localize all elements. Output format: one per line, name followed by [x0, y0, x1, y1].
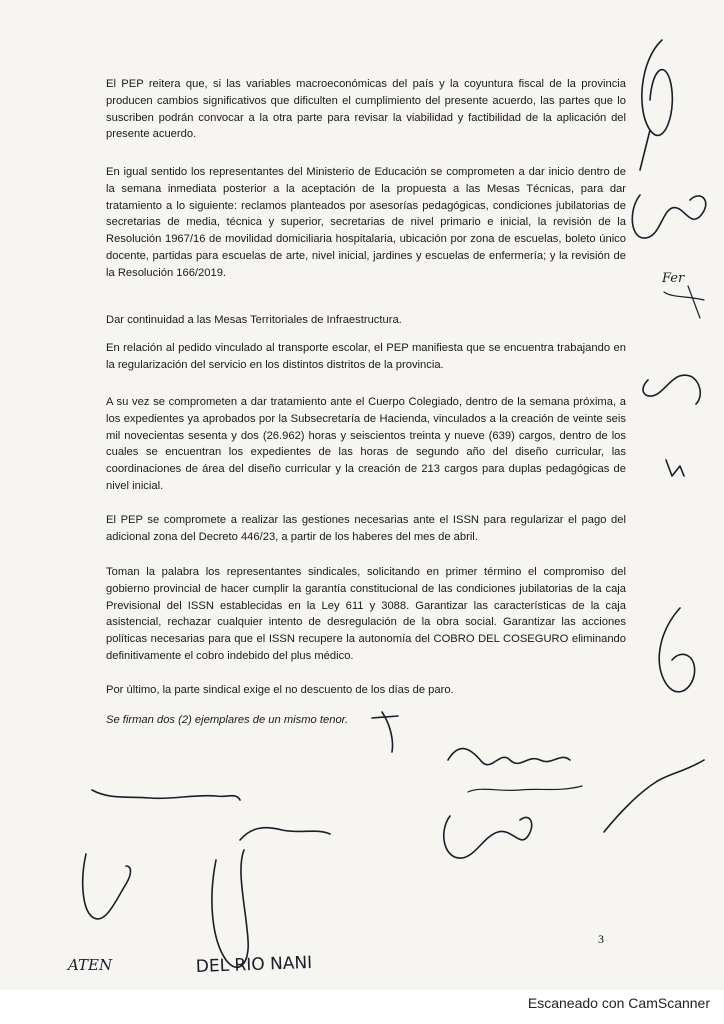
signature-scribble-h: [83, 854, 131, 919]
paragraph-infraestructura: Dar continuidad a las Mesas Territoriales de Infraestructura.: [106, 314, 402, 326]
margin-signature-4: [643, 375, 700, 404]
signature-bottom-text: DEL RIO NANI: [195, 952, 313, 977]
paragraph-adicional-zona: El PEP se compromete a realizar las gestiones necesarias ante el ISSN para regularizar el pago del adicional zona del Decreto 446/23, a partir de los haberes del mes de abril.: [106, 514, 626, 543]
page-number: 3: [598, 932, 604, 946]
paragraph-cuerpo-colegiado: A su vez se comprometen a dar tratamiento ante el Cuerpo Colegiado, dentro de la semana próxima, a los expedientes ya aprobados por la Subsecretaría de Hacienda, vinculados a la creación de veinte seis mil novecientas sesenta y dos (26.962) horas y seiscientos treinta y nueve (639) cargos, dentro de los cuales se encuentran los expedientes de las horas de segundo año del diseño curricular, las coordinaciones de área del diseño curricular y la creación de 213 cargos para duplas pedagógicas de nivel inicial.: [106, 396, 626, 492]
signature-left-text: ATEN: [68, 956, 113, 974]
paragraph-representantes-sindicales: Toman la palabra los representantes sindicales, solicitando en primer término el compromiso del gobierno provincial de hacer cumplir la garantía constitucional de las condiciones jubilatorias de la caja Previsional del ISSN establecidas en la Ley 611 y 3088. Garantizar las características de la caja asistencial, rechazar cualquier intento de desregulación de la obra social. Garantizar las acciones políticas necesarias para que el ISSN recupere la autonomía del COBRO DEL COSEGURO eliminando definitivamente el cobro indebido del plus médico.: [106, 566, 626, 662]
margin-handwritten-note: Fer: [662, 271, 685, 286]
margin-signature-1: [640, 40, 672, 170]
paragraph-transporte-escolar: En relación al pedido vinculado al transporte escolar, el PEP manifiesta que se encuentra trabajando en la regularización del servicio en los distintos distritos de la provincia.: [106, 342, 626, 371]
signature-scribble-c: [468, 786, 582, 792]
signature-scribble-e: [240, 828, 330, 840]
margin-signature-7: [604, 760, 704, 832]
paragraph-mesas-tecnicas: En igual sentido los representantes del Ministerio de Educación se comprometen a dar inicio dentro de la semana inmediata posterior a la aceptación de la propuesta a las Mesas Técnicas, para dar tratamiento a lo siguiente: reclamos planteados por asesorías pedagógicas, condiciones jubilatorias de secretarias de media, técnica y superior, secretarias de nivel primario e inicial, la revisión de la Resolución 1967/16 de movilidad domiciliaria hospitalaria, ubicación por zona de escuelas, boleto único docente, partidas para escuelas de arte, nivel inicial, jardines y escuelas de enfermería; y la revisión de la Resolución 166/2019.: [106, 166, 626, 279]
scanner-watermark-label: Escaneado con CamScanner: [527, 995, 710, 1011]
paragraph-pep-revision: El PEP reitera que, si las variables macroeconómicas del país y la coyuntura fiscal de la provincia producen cambios significativos que dificulten el cumplimiento del presente acuerdo, las partes que lo suscriben podrán convocar a la otra parte para revisar la viabilidad y factibilidad de la aplicación del presente acuerdo.: [106, 78, 626, 141]
paragraph-descuento-paro: Por último, la parte sindical exige el no descuento de los días de paro.: [106, 684, 454, 696]
margin-signature-2: [632, 195, 705, 238]
margin-signature-3: [664, 286, 704, 318]
margin-signature-6: [659, 608, 694, 692]
paragraph-ejemplares: Se firman dos (2) ejemplares de un mismo tenor.: [106, 714, 349, 726]
signature-scribble-f: [444, 816, 532, 858]
signature-scribble-g: [212, 850, 248, 967]
signature-scribble-b: [448, 749, 570, 765]
margin-signature-5: [666, 460, 684, 476]
signature-scribble-d: [92, 790, 240, 800]
